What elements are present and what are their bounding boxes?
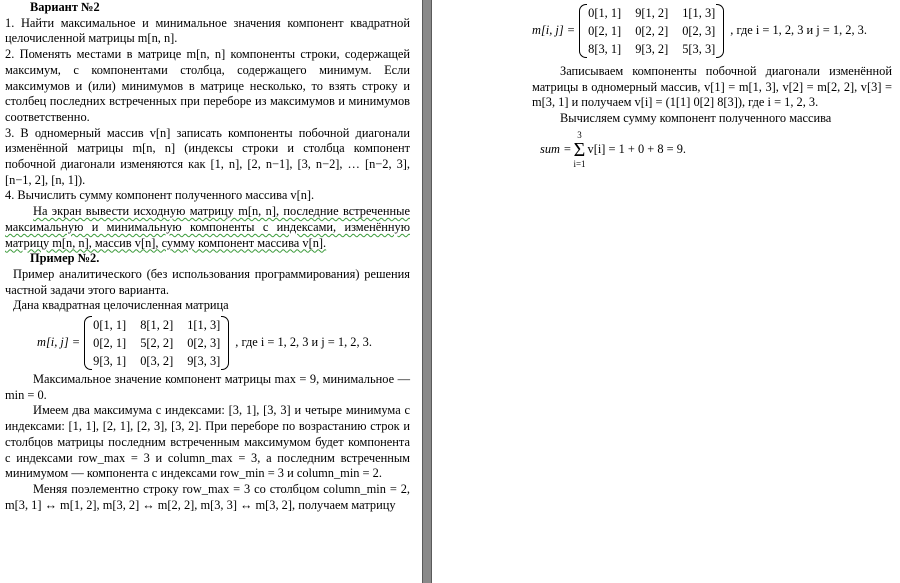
example-intro: Пример аналитического (без использования программирования) решения частной задачи этого варианта.: [5, 266, 410, 297]
swap-paragraph: Меняя поэлементно строку row_max = 3 со столбцом column_min = 2, m[3, 1] ↔ m[1, 2], m[3, 2] ↔ m[2, 2], m[3, 3] ↔ m[3, 2], получаем матрицу: [5, 481, 410, 512]
output-task: На экран вывести исходную матрицу m[n, n], последние встреченные максимальную и минимальную компоненты с индексами, изменённую матрицу m[n, n], массив v[n], сумму компонент массива v[n].: [5, 204, 410, 250]
matrix-cell: 1[1, 3]: [187, 318, 221, 333]
matrix-cell: 9[3, 1]: [93, 354, 127, 369]
left-page: [0, 0, 422, 583]
original-matrix: [84, 316, 229, 370]
changed-matrix-rhs: , где i = 1, 2, 3 и j = 1, 2, 3.: [730, 23, 867, 38]
matrix-cell: 0[2, 3]: [682, 24, 716, 38]
sum-lhs: sum =: [540, 141, 572, 156]
variant-title: Вариант №2: [30, 0, 100, 14]
task-1: 1. Найти максимальное и минимальное значения компонент квадратной целочисленной матрицы m[n, n].: [5, 15, 410, 46]
matrix-cell: 0[2, 2]: [635, 24, 669, 38]
changed-matrix-row: [532, 4, 892, 58]
matrix-cell: 8[3, 1]: [588, 42, 622, 56]
task-2: 2. Поменять местами в матрице m[n, n] компоненты строки, содержащей максимум, с компонентами столбца, содержащего минимум. Если максимумов и (или) минимумов в матрице несколько, то взять строку и столбец последних встреченных при переборе из максимумов и минимумов соответственно.: [5, 47, 410, 124]
sigma-sign: [573, 130, 585, 170]
matrix-cell: 9[3, 3]: [187, 354, 221, 369]
left-column: [5, 0, 410, 513]
extrema-paragraph: Имеем два максимума с индексами: [3, 1], [3, 3] и четыре минимума с индексами: [1, 1], [2, 1], [2, 3], [3, 2]. При переборе по возрастанию строк и столбцов матрицы последним встреченным максимумом будет компонента с индексами row_max = 3 и column_max = 3, а последним встреченным минимумом — компонента с индексами row_min = 3 и column_min = 2.: [5, 403, 410, 481]
matrix-cell: 9[1, 2]: [635, 6, 669, 20]
max-min-paragraph: Максимальное значение компонент матрицы max = 9, минимальное — min = 0.: [5, 372, 410, 402]
original-matrix-lhs: m[i, j] =: [37, 335, 81, 350]
sum-formula: [540, 130, 892, 170]
matrix-cell: 0[2, 1]: [588, 24, 622, 38]
sum-lower-limit: i=1: [573, 158, 586, 169]
page-gutter: [422, 0, 432, 583]
task-3: 3. В одномерный массив v[n] записать компоненты побочной диагонали изменённой матрицы m[n, n] (индексы строки и столбца компонент побочной диагонали изменяются как [1, n], [2, n−1], [3, n−2], … [n−2, 3], [n−1, 2], [n, 1]).: [5, 125, 410, 187]
matrix-cell: 5[3, 3]: [682, 42, 716, 56]
matrix-cell: 8[1, 2]: [140, 318, 174, 333]
matrix-cell: 5[2, 2]: [140, 336, 174, 351]
sum-paragraph: Вычисляем сумму компонент полученного массива: [560, 111, 832, 126]
matrix-cell: 0[1, 1]: [93, 318, 127, 333]
matrix-cell: 0[1, 1]: [588, 6, 622, 20]
sigma-icon: Σ: [573, 138, 586, 161]
changed-matrix: [579, 4, 724, 58]
changed-matrix-lhs: m[i, j] =: [532, 23, 576, 38]
matrix-cell: 1[1, 3]: [682, 6, 716, 20]
diagonal-paragraph: Записываем компоненты побочной диагонали изменённой матрицы в одномерный массив, v[1] = m[1, 3], v[2] = m[2, 2], v[3] = m[3, 1] и получаем v[i] = (1[1] 0[2] 8[3]), где i = 1, 2, 3.: [532, 64, 892, 110]
matrix-cell: 0[3, 2]: [140, 354, 174, 369]
matrix-cell: 0[2, 3]: [187, 336, 221, 351]
given-text: Дана квадратная целочисленная матрица: [13, 298, 229, 313]
matrix-cell: 0[2, 1]: [93, 336, 127, 351]
task-4: 4. Вычислить сумму компонент полученного массива v[n].: [5, 188, 315, 203]
right-page: [432, 0, 900, 583]
right-column: [532, 0, 892, 170]
original-matrix-rhs: , где i = 1, 2, 3 и j = 1, 2, 3.: [235, 335, 372, 350]
matrix-cell: 9[3, 2]: [635, 42, 669, 56]
example-title: Пример №2.: [30, 251, 100, 266]
sum-rhs: v[i] = 1 + 0 + 8 = 9.: [587, 141, 687, 156]
original-matrix-row: [37, 316, 410, 370]
sum-upper-limit: 3: [577, 129, 582, 140]
